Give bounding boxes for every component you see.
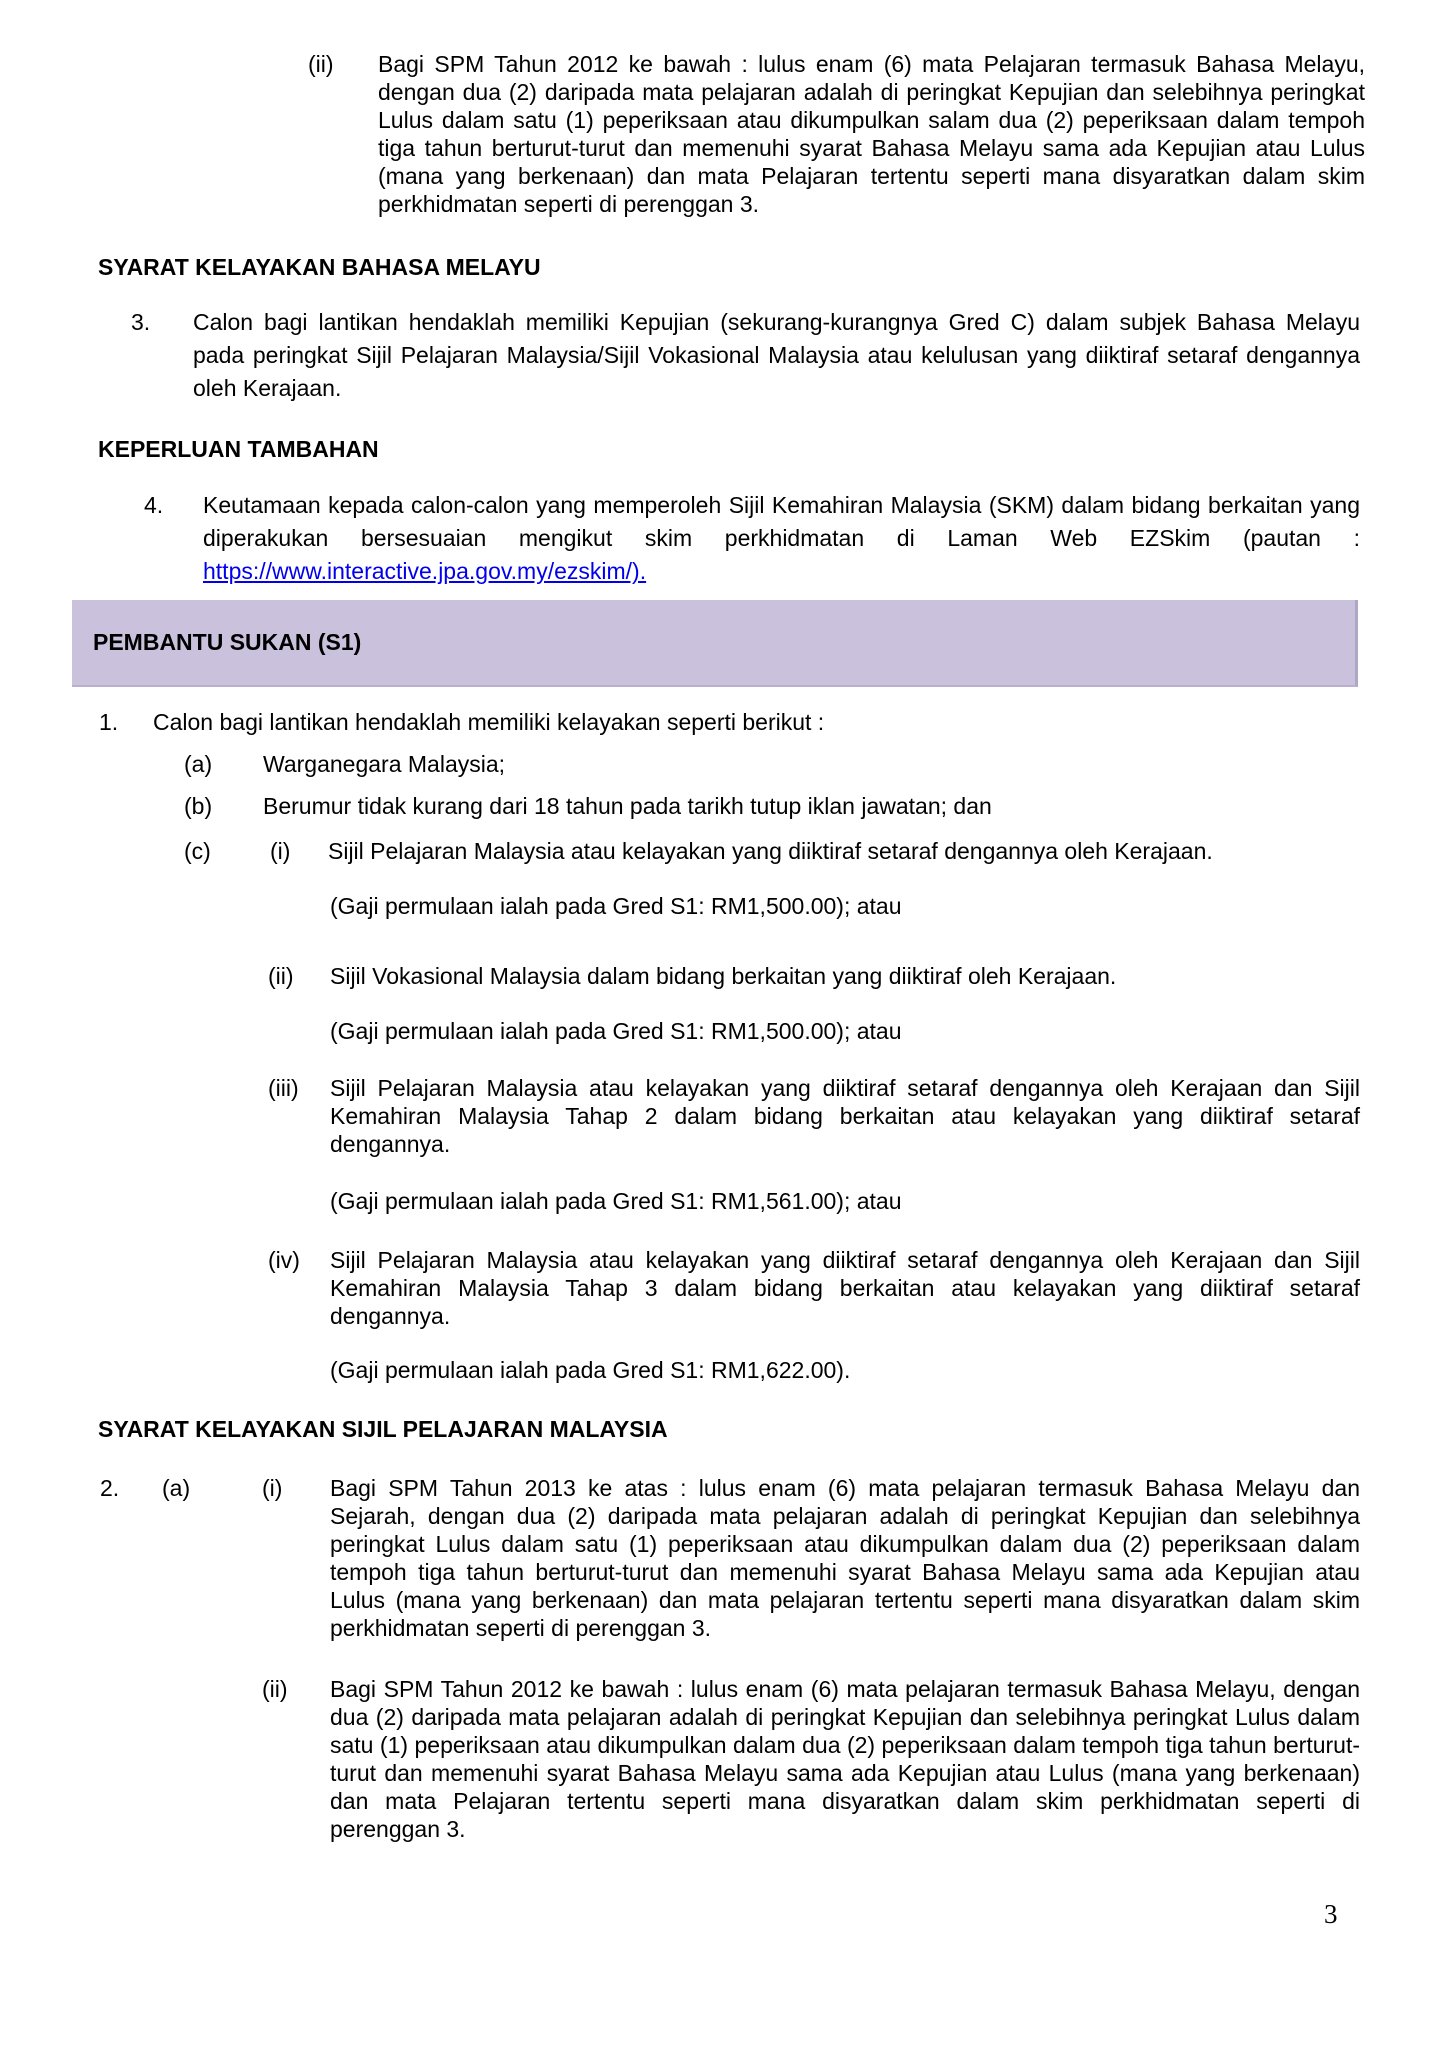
item-1b — [184, 792, 1360, 820]
item-1a — [184, 750, 1360, 778]
list-marker: (iii) — [268, 1075, 299, 1101]
item-1c-ii — [268, 962, 1360, 990]
item-text: Calon bagi lantikan hendaklah memiliki Kepujian (sekurang-kurangnya Gred C) dalam subjek Bahasa Melayu pada peringkat Sijil Pelajaran Malaysia/Sijil Vokasional Malaysia atau kelulusan yang diiktiraf setaraf dengannya oleh Kerajaan. — [193, 309, 1360, 401]
item-1c-i — [184, 837, 1360, 865]
item-text: Calon bagi lantikan hendaklah memiliki kelayakan seperti berikut : — [153, 709, 825, 735]
list-marker: 2. — [100, 1475, 120, 1501]
list-marker: (iv) — [268, 1247, 300, 1273]
item-text: Bagi SPM Tahun 2012 ke bawah : lulus enam (6) mata pelajaran termasuk Bahasa Melayu, dengan dua (2) daripada mata pelajaran adalah di peringkat Kepujian dan selebihnya peringkat Lulus dalam satu (1) peperiksaan atau dikumpulkan dalam dua (2) peperiksaan dalam tempoh tiga tahun berturut-turut dan memenuhi syarat Bahasa Melayu sama ada Kepujian atau Lulus (mana yang berkenaan) dan mata Pelajaran tertentu seperti mana disyaratkan dalam skim perkhidmatan seperti di perenggan 3. — [330, 1676, 1360, 1842]
gaji-note: (Gaji permulaan ialah pada Gred S1: RM1,500.00); atau — [330, 1018, 902, 1044]
list-marker: (ii) — [268, 963, 294, 989]
item-text: Sijil Pelajaran Malaysia atau kelayakan yang diiktiraf setaraf dengannya oleh Kerajaan dan Sijil Kemahiran Malaysia Tahap 2 dalam bidang berkaitan atau kelayakan yang diiktiraf setaraf dengannya. — [330, 1075, 1360, 1157]
list-marker: (i) — [262, 1475, 283, 1501]
item-2a-ii — [262, 1675, 1360, 1843]
job-title: PEMBANTU SUKAN (S1) — [93, 629, 362, 655]
clause-text: Bagi SPM Tahun 2012 ke bawah : lulus enam (6) mata Pelajaran termasuk Bahasa Melayu, dengan dua (2) daripada mata pelajaran adalah di peringkat Kepujian dan selebihnya peringkat Lulus dalam satu (1) peperiksaan atau dikumpulkan salam dua (2) peperiksaan dalam tempoh tiga tahun berturut-turut dan memenuhi syarat Bahasa Melayu sama ada Kepujian atau Lulus (mana yang berkenaan) dan mata Pelajaran tertentu seperti mana disyaratkan dalam skim perkhidmatan seperti di perenggan 3. — [378, 51, 1365, 217]
item-text — [203, 489, 1360, 588]
item-1c-iv — [268, 1246, 1360, 1330]
list-marker: 3. — [131, 309, 151, 335]
list-marker: (i) — [270, 838, 291, 864]
section-heading-keperluan-tambahan: KEPERLUAN TAMBAHAN — [98, 436, 379, 462]
list-marker: (b) — [184, 793, 213, 819]
item-1 — [99, 708, 1360, 736]
item-text-prefix: Keutamaan kepada calon-calon yang memperoleh Sijil Kemahiran Malaysia (SKM) dalam bidang berkaitan yang diperakukan bersesuaian mengikut skim perkhidmatan di Laman Web EZSkim (pautan : — [203, 492, 1360, 551]
list-marker: (ii) — [262, 1676, 288, 1702]
item-1c-iii — [268, 1074, 1360, 1158]
gaji-note: (Gaji permulaan ialah pada Gred S1: RM1,500.00); atau — [330, 893, 902, 919]
ezskim-link[interactable]: https://www.interactive.jpa.gov.my/ezskim/). — [203, 558, 647, 584]
gaji-note: (Gaji permulaan ialah pada Gred S1: RM1,561.00); atau — [330, 1188, 902, 1214]
item-text: Sijil Pelajaran Malaysia atau kelayakan yang diiktiraf setaraf dengannya oleh Kerajaan dan Sijil Kemahiran Malaysia Tahap 3 dalam bidang berkaitan atau kelayakan yang diiktiraf setaraf dengannya. — [330, 1247, 1360, 1329]
list-marker: (ii) — [308, 51, 334, 77]
section-heading-bahasa-melayu: SYARAT KELAYAKAN BAHASA MELAYU — [98, 254, 541, 280]
item-3 — [131, 306, 1360, 405]
item-text: Sijil Vokasional Malaysia dalam bidang berkaitan yang diiktiraf oleh Kerajaan. — [330, 963, 1117, 989]
list-marker: (a) — [162, 1475, 191, 1501]
gaji-note: (Gaji permulaan ialah pada Gred S1: RM1,622.00). — [330, 1357, 851, 1383]
item-text: Bagi SPM Tahun 2013 ke atas : lulus enam (6) mata pelajaran termasuk Bahasa Melayu dan Sejarah, dengan dua (2) daripada mata pelajaran adalah di peringkat Kepujian dan selebihnya peringkat Lulus dalam satu (1) peperiksaan atau dikumpulkan dalam dua (2) peperiksaan dalam tempoh tiga tahun berturut-turut dan memenuhi syarat Bahasa Melayu sama ada Kepujian atau Lulus (mana yang berkenaan) dan mata pelajaran tertentu seperti mana disyaratkan dalam skim perkhidmatan seperti di perenggan 3. — [330, 1475, 1360, 1641]
item-text: Warganegara Malaysia; — [263, 751, 506, 777]
item-text: Sijil Pelajaran Malaysia atau kelayakan yang diiktiraf setaraf dengannya oleh Kerajaan. — [328, 838, 1213, 864]
job-title-banner — [72, 600, 1358, 687]
item-text: Berumur tidak kurang dari 18 tahun pada tarikh tutup iklan jawatan; dan — [263, 793, 992, 819]
item-4 — [144, 489, 1360, 588]
list-marker: 1. — [99, 709, 119, 735]
list-marker: 4. — [144, 492, 164, 518]
section-heading-spm: SYARAT KELAYAKAN SIJIL PELAJARAN MALAYSIA — [98, 1416, 668, 1442]
list-marker: (c) — [184, 838, 211, 864]
list-marker: (a) — [184, 751, 213, 777]
clause-spm-2012-top — [308, 50, 1365, 218]
page-number: 3 — [1324, 1899, 1338, 1929]
item-2a-i — [100, 1474, 1360, 1642]
